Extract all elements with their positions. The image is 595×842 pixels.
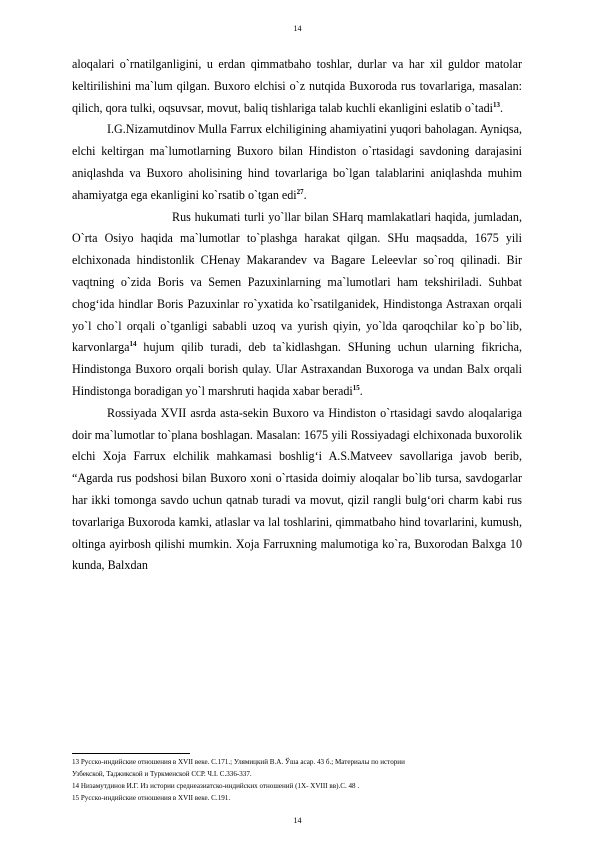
footnote-ref-13: 13 — [493, 100, 501, 109]
footnotes — [72, 756, 532, 804]
body-text — [72, 54, 522, 577]
page-number-top: 14 — [293, 24, 302, 33]
footnote-divider — [72, 753, 190, 754]
page-number-bottom: 14 — [293, 816, 302, 825]
footnote-14: 14 Низамутдинов И.Г. Из истории среднеазиатско-индийских отношений (1Х- XVIII вв).С. 48 . — [72, 782, 360, 790]
footnote-ref-15: 15 — [352, 383, 360, 392]
paragraph-4-text: Rossiyada XVII asrda asta-sekin Buxoro va Hindiston o`rtasidagi savdo aloqalariga doir ma`lumotlar to`plana boshlagan. Masalan: 1675 yili Rossiyadagi elchixonada buxorolik elchi Xoja Farrux elchilik mahkamasi boshlig‘i A.S.Matveev savollariga javob berib, “Agarda rus podshosi bilan Buxoro xoni o`rtasida doimiy aloqalar bo`lib tursa, savdogarlar har ikki tomonga savdo uchun qatnab turadi va movut, qizil rangli bulg‘ori charm kabi rus tovarlariga Buxoroda kamki, atlaslar va lal toshlarini, qimmatbaho hind tovarlarini, kumush, oltinga ayirbosh qilishi mumkin. Xoja Farruxning malumotiga ko`ra, Buxorodan Balxga 10 kunda, Balxdan — [72, 405, 522, 573]
paragraph-4 — [72, 403, 522, 577]
paragraph-2-text: I.G.Nizamutdinov Mulla Farrux elchiligining ahamiyatini yuqori baholagan. Ayniqsa, elchi keltirgan ma`lumotlarning Buxoro bilan Hindiston o`rtasidagi savdoning darajasini aniqlashda va Buxoro aholisining hind tovarlariga bo`lgan talablarini aniqlashda muhim ahamiyatga ega ekanligini ko`rsatib o`tgan edi — [72, 122, 522, 202]
paragraph-3: Rus hukumati turli yo`llar bilan SHarq mamlakatlari haqida, jumladan, O`rta Osiyo haqida ma`lumotlar to`plashga harakat qilgan. SHu maqsadda, 1675 yili elchixonada hindistonlik CHenay Makarandev va Bagare Leleevlar so`roq qilinadi. Bir vaqtning o`zida Boris va Semen Pazuxinlarning ma`lumotlari ham tekshiriladi. Suhbat chog‘ida hindlar Boris Pazuxinlar ro`yxatida ko`rsatilganidek, Hindistonga Astraxan orqali yo`l cho`l orqali o`tganligi sababli uzoq va yurish qiyin, yo`lda qaroqchilar ko`p bo`lib, karvonlarga$^{14}$ hujum qilib turadi, deb ta`kidlashgan. SHuning uchun ularning fikricha, Hindistonga Buxoro orqali borish qulay. Ular Astraxandan Buxoroga va undan Balx orqali Hindistonga boradigan yo`l marshruti haqida xabar beradi$^{15}$. — [72, 209, 522, 398]
paragraph-3-text: Rus hukumati turli yo`llar bilan SHarq mamlakatlari haqida, jumladan, O`rta Osiyo haqida ma`lumotlar to`plashga harakat qilgan. SHu maqsadda, 1675 yili elchixonada hindistonlik CHenay Makarandev va Bagare Leleevlar so`roq qilinadi. Bir vaqtning o`zida Boris va Semen Pazuxinlarning ma`lumotlari ham tekshiriladi. Suhbat chog‘ida hindlar Boris Pazuxinlar ro`yxatida ko`rsatilganidek, Hindistonga Astraxan orqali yo`l cho`l orqali o`tganligi sababli uzoq va yurish qiyin, yo`lda qaroqchilar ko`p bo`lib, karvonlarga — [72, 209, 522, 355]
footnote-13-line-2: Узбекской, Таджикской и Туркменской ССР. Ч.I. С.336-337. — [72, 770, 252, 778]
paragraph-2: I.G.Nizamutdinov Mulla Farrux elchiligining ahamiyatini yuqori baholagan. Ayniqsa, elchi keltirgan ma`lumotlarning Buxoro bilan Hindiston o`rtasidagi savdoning darajasini aniqlashda va Buxoro aholisining hind tovarlariga bo`lgan talablarini aniqlashda muhim ahamiyatga ega ekanligini ko`rsatib o`tgan edi$^{27}$. — [72, 122, 522, 202]
paragraph-3-continuation: hujum qilib turadi, deb ta`kidlashgan. SHuning uchun ularning fikricha, Hindistonga Buxoro orqali borish qulay. Ular Astraxandan Buxoroga va undan Balx orqali Hindistonga boradigan yo`l marshruti haqida xabar beradi — [72, 340, 522, 398]
paragraph-1: aloqalari o`rnatilganligini, u erdan qimmatbaho toshlar, durlar va har xil guldor matolar keltirilishini ma`lum qilgan. Buxoro elchisi o`z nutqida Buxoroda rus tovarlariga, masalan: qilich, qora tulki, oqsuvsar, movut, baliq tishlariga talab kuchli ekanligini eslatib o`tadi$^{13}$. — [72, 57, 522, 115]
footnote-13-line-1: 13 Русско-индийские отношения в XVII веке. С.171.; Улямицкий В.А. Ўша асар. 43 б.; Материалы по истории — [72, 758, 405, 766]
footnote-ref-27: 27 — [296, 187, 304, 196]
footnote-ref-14: 14 — [129, 340, 137, 349]
paragraph-1-text: aloqalari o`rnatilganligini, u erdan qimmatbaho toshlar, durlar va har xil guldor matolar keltirilishini ma`lum qilgan. Buxoro elchisi o`z nutqida Buxoroda rus tovarlariga, masalan: qilich, qora tulki, oqsuvsar, movut, baliq tishlariga talab kuchli ekanligini eslatib o`tadi — [72, 57, 522, 115]
footnote-15: 15 Русско-индийские отношения в XVII веке. С.191. — [72, 794, 231, 802]
